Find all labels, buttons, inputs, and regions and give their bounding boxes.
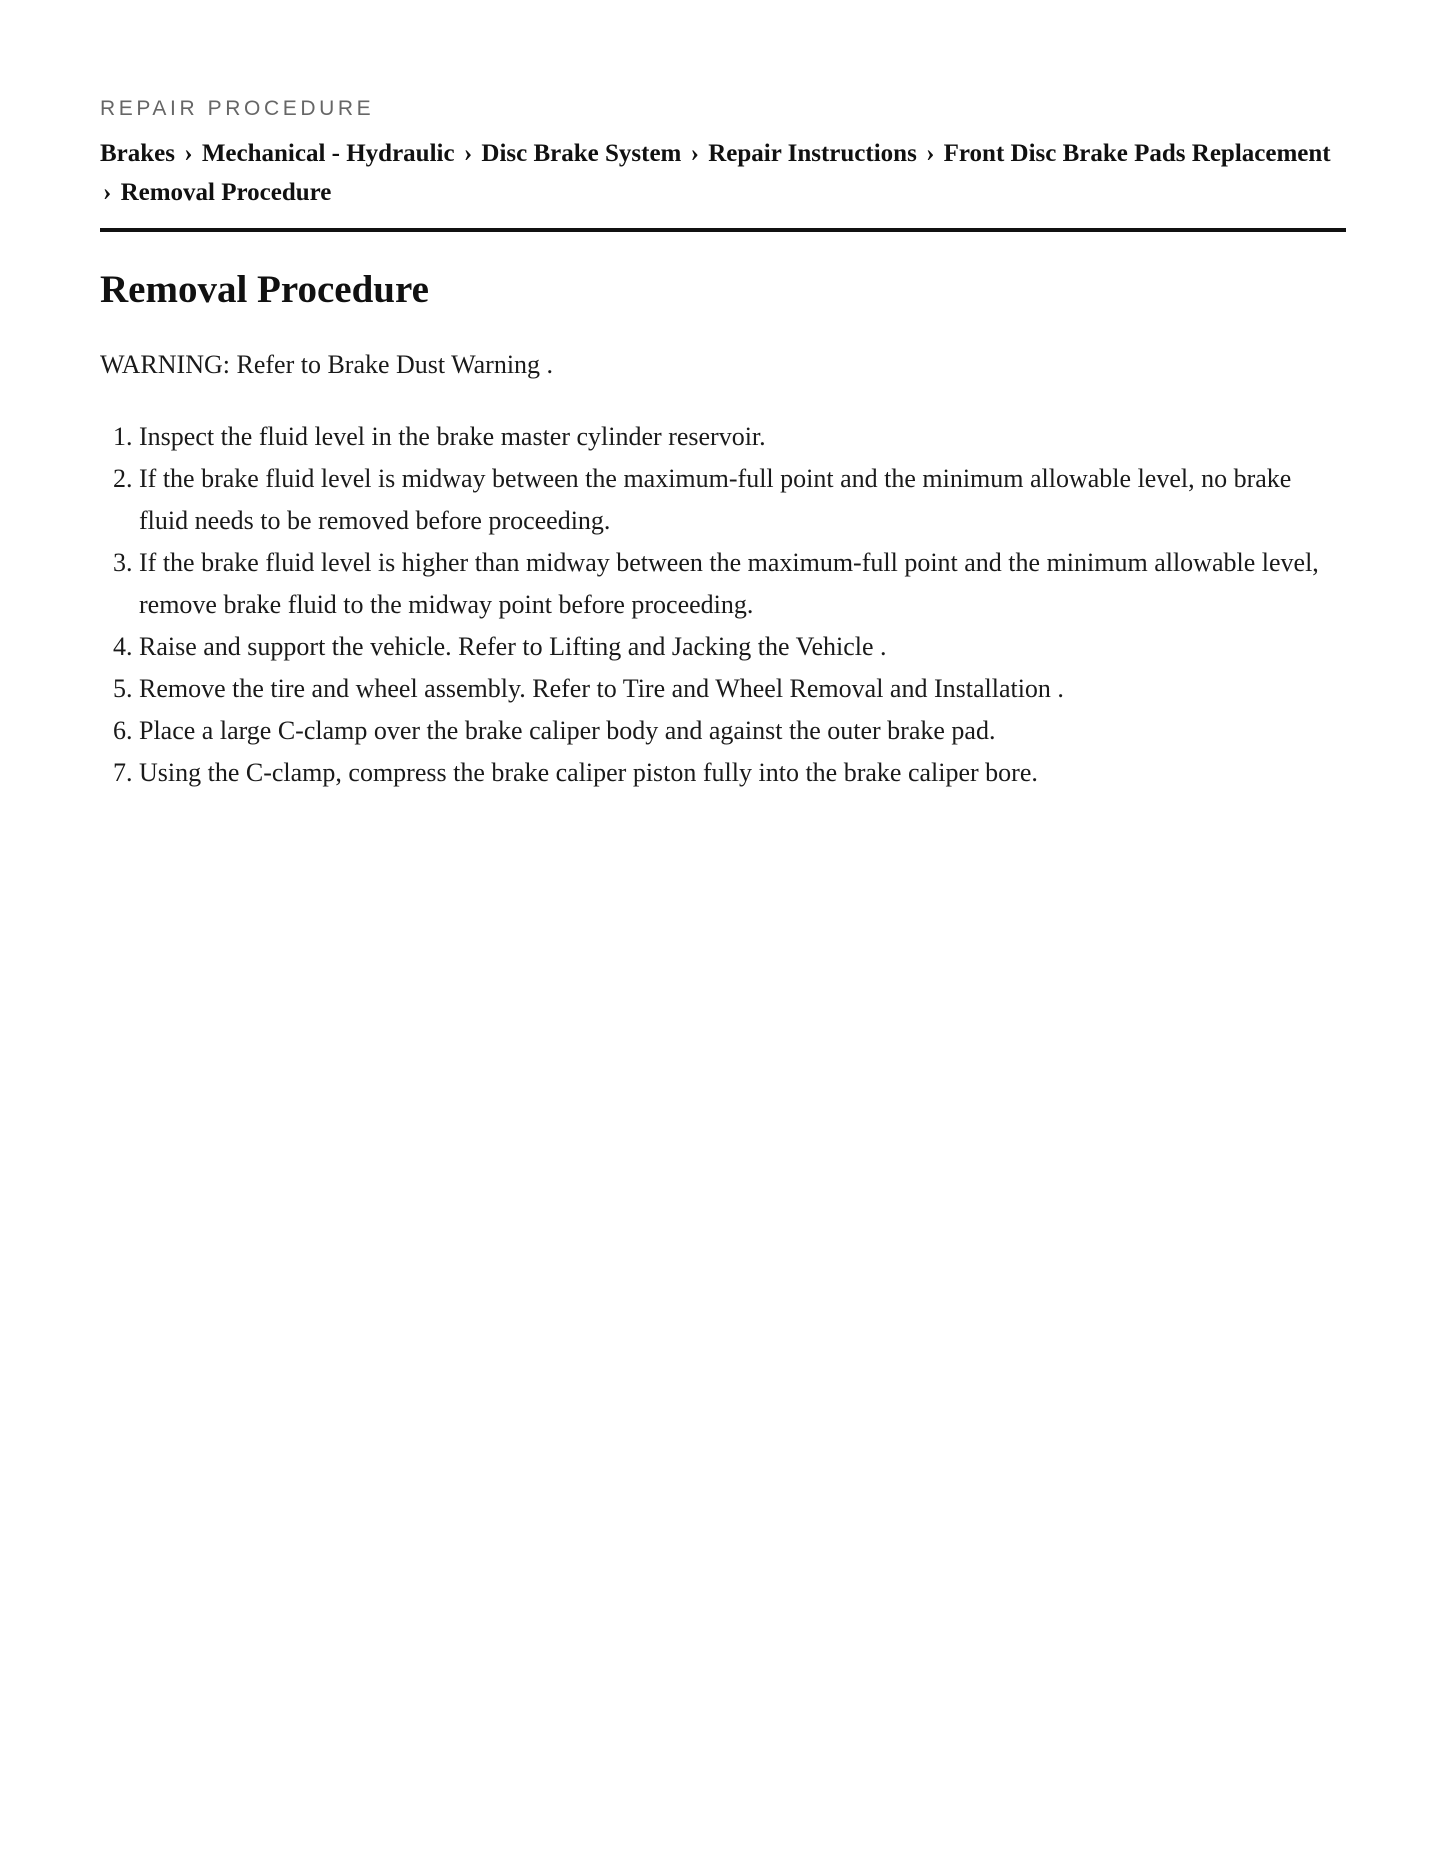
- list-item: 4. Raise and support the vehicle. Refer to Lifting and Jacking the Vehicle .: [139, 626, 1346, 668]
- breadcrumb-item-front-disc-brake-pads[interactable]: Front Disc Brake Pads Replacement: [943, 140, 1331, 167]
- page-title: Removal Procedure: [100, 268, 429, 311]
- list-item: 2. If the brake fluid level is midway between the maximum-full point and the minimum allowable level, no brake fluid needs to be removed before proceeding.: [139, 458, 1346, 542]
- breadcrumb-item-disc-brake-system[interactable]: Disc Brake System: [481, 140, 682, 167]
- section-eyebrow: REPAIR PROCEDURE: [100, 97, 375, 120]
- procedure-steps: [100, 416, 1346, 794]
- breadcrumb-separator: ›: [463, 140, 473, 167]
- list-item: 5. Remove the tire and wheel assembly. Refer to Tire and Wheel Removal and Installation .: [139, 668, 1346, 710]
- list-item: 7. Using the C-clamp, compress the brake caliper piston fully into the brake caliper bore.: [139, 752, 1346, 794]
- breadcrumb-separator: ›: [690, 140, 699, 167]
- breadcrumb-item-repair-instructions[interactable]: Repair Instructions: [708, 140, 917, 167]
- header-divider: [100, 228, 1346, 232]
- breadcrumb-separator: ›: [926, 140, 935, 167]
- breadcrumb: [100, 134, 1346, 212]
- list-item: 6. Place a large C-clamp over the brake caliper body and against the outer brake pad.: [139, 710, 1346, 752]
- document-page: [100, 0, 1346, 794]
- breadcrumb-separator: ›: [184, 140, 193, 167]
- list-item: 1. Inspect the fluid level in the brake master cylinder reservoir.: [139, 416, 1346, 458]
- breadcrumb-item-removal-procedure: Removal Procedure: [120, 179, 332, 206]
- warning-text: WARNING: Refer to Brake Dust Warning .: [100, 350, 554, 379]
- breadcrumb-item-mechanical-hydraulic[interactable]: Mechanical - Hydraulic: [201, 140, 455, 167]
- breadcrumb-separator: ›: [103, 179, 112, 206]
- list-item: 3. If the brake fluid level is higher than midway between the maximum-full point and the minimum allowable level, remove brake fluid to the midway point before proceeding.: [139, 542, 1346, 626]
- breadcrumb-item-brakes[interactable]: Brakes: [100, 140, 175, 167]
